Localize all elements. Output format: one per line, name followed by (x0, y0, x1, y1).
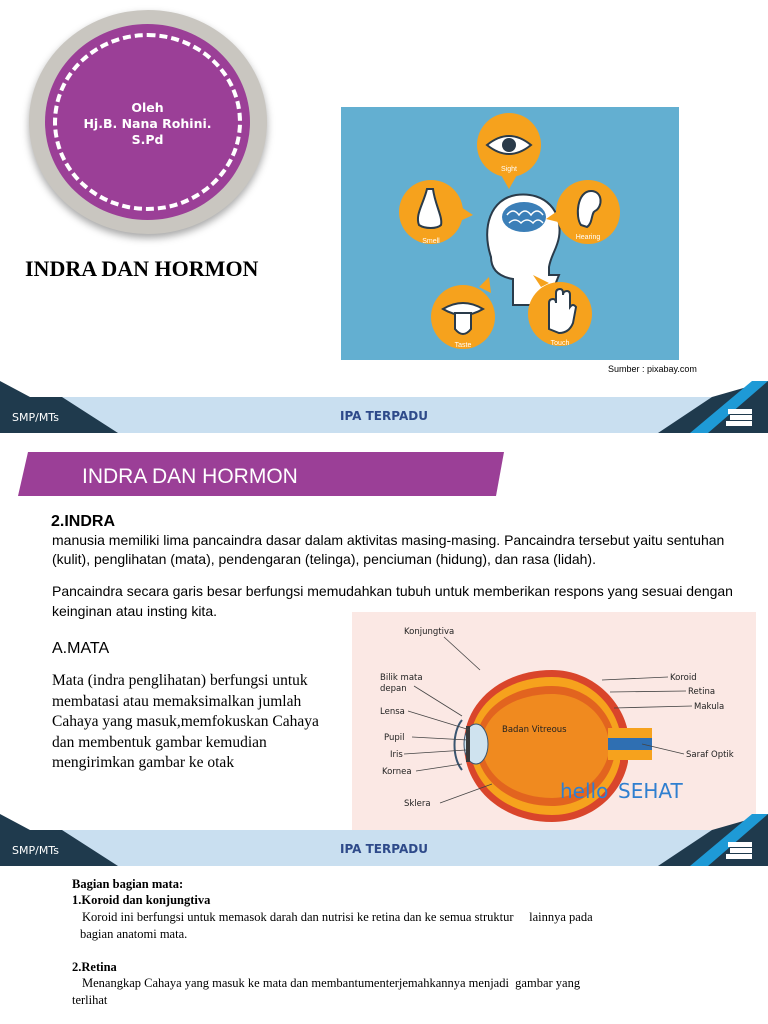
smell-bubble (399, 180, 473, 245)
label-koroid: Koroid (670, 673, 697, 683)
item-2-title: 2.Retina (72, 960, 117, 974)
logo-hello: hello (560, 779, 609, 803)
touch-label: Touch (550, 340, 570, 347)
sight-bubble (477, 113, 541, 189)
smell-label: Smell (422, 238, 440, 245)
label-iris: Iris (390, 750, 403, 760)
brain-icon (502, 202, 546, 232)
taste-label: Taste (454, 342, 472, 349)
footer-band-graphic (0, 381, 768, 433)
item-1-text: Koroid ini berfungsi untuk memasok darah dan nutrisi ke retina dan ke semua struktur lainnya pada (82, 910, 593, 924)
label-badan-vitreous: Badan Vitreous (502, 725, 567, 735)
page-title: INDRA DAN HORMON (25, 256, 259, 281)
footer-band-graphic (0, 814, 768, 866)
author-badge-text (55, 100, 240, 148)
badge-line-3: S.Pd (131, 132, 164, 147)
logo-sehat: SEHAT (618, 779, 683, 803)
footer-left-label: SMP/MTs (12, 844, 59, 857)
eye-anatomy-illustration (352, 612, 756, 838)
item-2-text-2: terlihat (72, 993, 108, 1007)
label-depan: depan (380, 684, 407, 694)
section-banner-title: INDRA DAN HORMON (82, 465, 298, 488)
label-bilik-mata: Bilik mata (380, 673, 423, 683)
badge-line-2: Hj.B. Nana Rohini. (83, 116, 212, 131)
footer-band (0, 381, 768, 433)
parts-heading: Bagian bagian mata: (72, 877, 184, 891)
slide-3 (0, 866, 768, 1024)
subheading-mata: A.MATA (52, 640, 110, 657)
five-senses-illustration (341, 107, 679, 360)
item-1-text-2: bagian anatomi mata. (80, 927, 188, 941)
label-saraf-optik: Saraf Optik (686, 750, 734, 760)
sight-label: Sight (501, 166, 517, 173)
footer-center-label: IPA TERPADU (340, 409, 428, 423)
item-1-title: 1.Koroid dan konjungtiva (72, 893, 211, 907)
five-senses-image (341, 107, 679, 360)
image-source: Sumber : pixabay.com (608, 364, 697, 374)
item-2-text: Menangkap Cahaya yang masuk ke mata dan membantumenterjemahkannya menjadi gambar yang (82, 976, 581, 990)
label-makula: Makula (694, 702, 725, 712)
label-konjungtiva: Konjungtiva (404, 627, 455, 637)
section-heading: 2.INDRA (51, 513, 116, 530)
badge-line-1: Oleh (131, 100, 164, 115)
hearing-label: Hearing (575, 234, 601, 241)
label-kornea: Kornea (382, 767, 412, 777)
label-retina: Retina (688, 687, 716, 697)
label-lensa: Lensa (380, 707, 405, 717)
slide-1 (0, 0, 768, 433)
label-pupil: Pupil (384, 733, 405, 743)
footer-center-label: IPA TERPADU (340, 842, 428, 856)
footer-band (0, 814, 768, 866)
footer-left-label: SMP/MTs (12, 411, 59, 424)
paragraph-2: Pancaindra secara garis besar berfungsi memudahkan tubuh untuk memberikan respons yang sesuai dengan keinginan atau insting kita. (52, 583, 733, 619)
taste-bubble (431, 277, 495, 349)
eye-anatomy-diagram (352, 612, 756, 838)
mata-description: Mata (indra penglihatan) berfungsi untuk membatasi atau memaksimalkan jumlah Cahaya yang masuk,memfokuskan Cahaya dan membentuk gambar kemudian mengirimkan gambar ke otak (52, 672, 319, 771)
slide-2 (0, 433, 768, 866)
tongue-icon (455, 313, 471, 334)
paragraph-1: manusia memiliki lima pancaindra dasar dalam aktivitas masing-masing. Pancaindra tersebut yaitu sentuhan (kulit), penglihatan (mata), pendengaran (telinga), penciuman (hidung), dan rasa (lidah). (52, 532, 725, 567)
hellosehat-logo (560, 779, 684, 803)
label-sklera: Sklera (404, 799, 431, 809)
